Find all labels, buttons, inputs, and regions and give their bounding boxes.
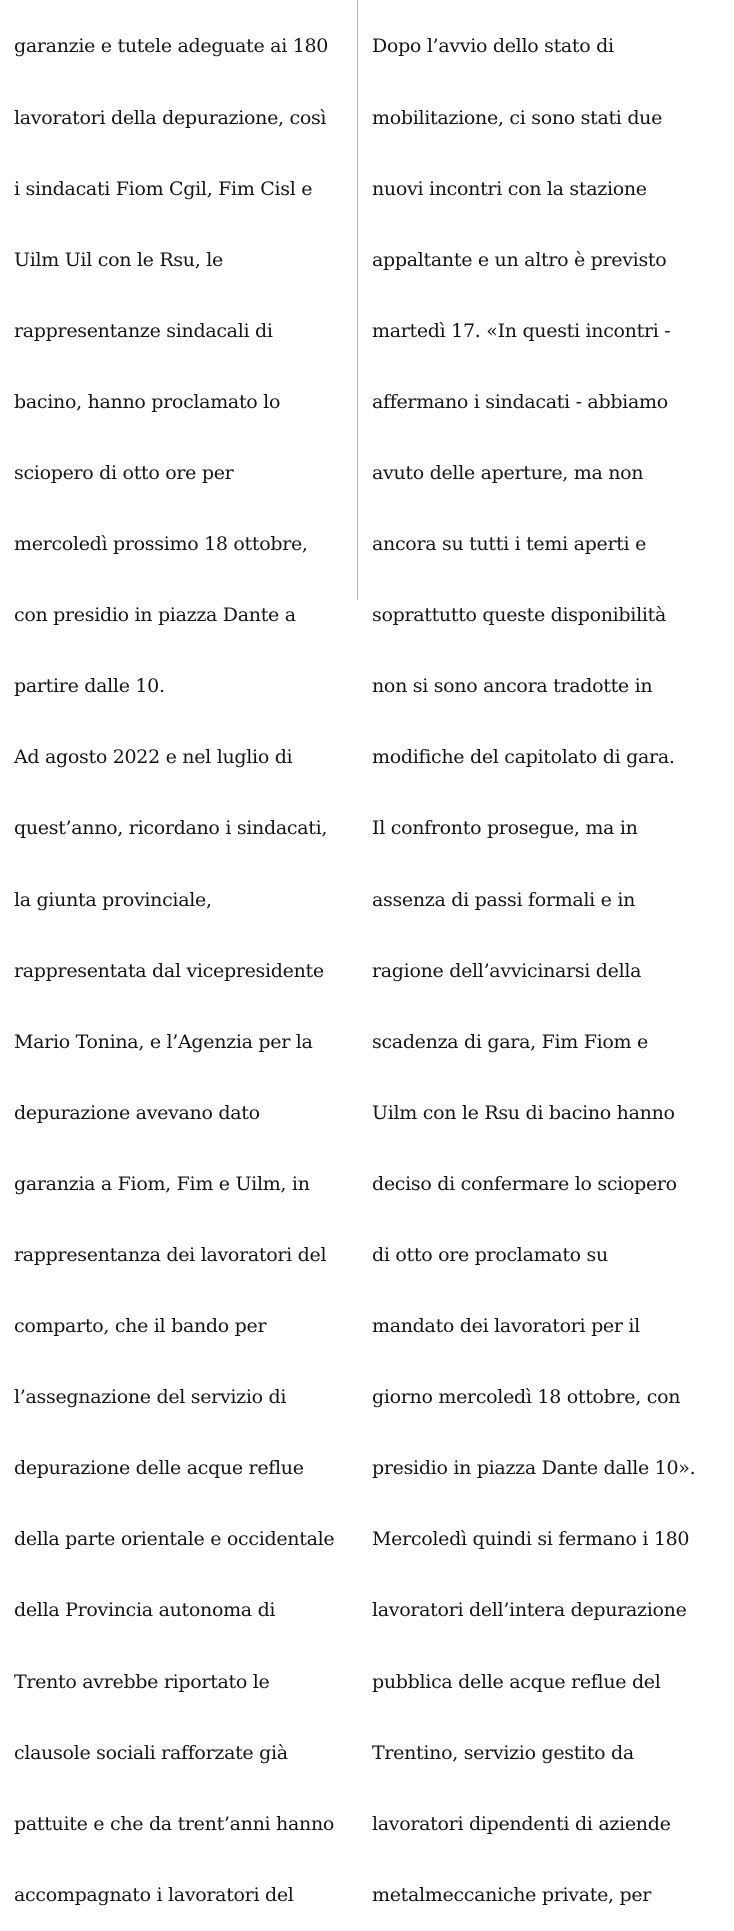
text-line: rappresentanze sindacali di <box>14 319 273 342</box>
text-line: Ad agosto 2022 e nel luglio di <box>14 746 293 769</box>
text-line: Uilm con le Rsu di bacino hanno <box>372 1101 675 1124</box>
text-line: affermano i sindacati - abbiamo <box>372 390 668 413</box>
text-line: mobilitazione, ci sono stati due <box>372 106 663 129</box>
text-line: i sindacati Fiom Cgil, Fim Cisl e <box>14 177 313 200</box>
text-line: accompagnato i lavoratori del <box>14 1883 294 1906</box>
text-line: Uilm Uil con le Rsu, le <box>14 248 223 271</box>
text-line: mercoledì prossimo 18 ottobre, <box>14 533 308 556</box>
text-line: appaltante e un altro è previsto <box>372 248 667 271</box>
text-line: martedì 17. «In questi incontri - <box>372 319 671 342</box>
right-text-column <box>372 0 722 1931</box>
text-line: quest’anno, ricordano i sindacati, <box>14 817 328 840</box>
text-line: sciopero di otto ore per <box>14 461 234 484</box>
text-line: pubblica delle acque reflue del <box>372 1670 661 1693</box>
text-line: Mario Tonina, e l’Agenzia per la <box>14 1030 313 1053</box>
text-line: modifiche del capitolato di gara. <box>372 746 675 769</box>
text-line: l’assegnazione del servizio di <box>14 1386 287 1409</box>
text-line: ancora su tutti i temi aperti e <box>372 533 647 556</box>
text-line: non si sono ancora tradotte in <box>372 675 653 698</box>
text-line: scadenza di gara, Fim Fiom e <box>372 1030 648 1053</box>
text-line: avuto delle aperture, ma non <box>372 461 644 484</box>
text-line: clausole sociali rafforzate già <box>14 1741 288 1764</box>
text-line: comparto, che il bando per <box>14 1315 267 1338</box>
text-line: depurazione delle acque reflue <box>14 1457 304 1480</box>
text-line: nuovi incontri con la stazione <box>372 177 647 200</box>
text-line: Mercoledì quindi si fermano i 180 <box>372 1528 690 1551</box>
text-line: ragione dell’avvicinarsi della <box>372 959 642 982</box>
text-line: Trento avrebbe riportato le <box>14 1670 270 1693</box>
text-line: Il confronto prosegue, ma in <box>372 817 638 840</box>
text-line: deciso di confermare lo sciopero <box>372 1172 677 1195</box>
text-line: lavoratori dipendenti di aziende <box>372 1812 671 1835</box>
text-line: bacino, hanno proclamato lo <box>14 390 281 413</box>
text-line: garanzia a Fiom, Fim e Uilm, in <box>14 1172 310 1195</box>
text-line: giorno mercoledì 18 ottobre, con <box>372 1386 681 1409</box>
text-line: lavoratori della depurazione, così <box>14 106 327 129</box>
text-line: pattuite e che da trent’anni hanno <box>14 1812 335 1835</box>
left-text-column <box>14 0 350 1931</box>
text-line: rappresentanza dei lavoratori del <box>14 1244 327 1266</box>
text-line: partire dalle 10. <box>14 675 165 698</box>
text-line: mandato dei lavoratori per il <box>372 1315 640 1338</box>
text-line: della Provincia autonoma di <box>14 1599 276 1622</box>
text-line: Dopo l’avvio dello stato di <box>372 35 614 58</box>
text-line: rappresentata dal vicepresidente <box>14 959 324 982</box>
text-line: soprattutto queste disponibilità <box>372 604 666 627</box>
text-line: con presidio in piazza Dante a <box>14 604 296 627</box>
text-line: di otto ore proclamato su <box>372 1244 608 1266</box>
text-line: lavoratori dell’intera depurazione <box>372 1599 687 1622</box>
text-line: presidio in piazza Dante dalle 10». <box>372 1457 696 1480</box>
text-line: Trentino, servizio gestito da <box>372 1741 634 1764</box>
text-line: depurazione avevano dato <box>14 1101 260 1124</box>
text-line: la giunta provinciale, <box>14 888 212 911</box>
text-line: della parte orientale e occidentale <box>14 1528 335 1551</box>
column-divider <box>357 0 358 600</box>
text-line: garanzie e tutele adeguate ai 180 <box>14 35 329 58</box>
text-line: assenza di passi formali e in <box>372 888 636 911</box>
text-line: metalmeccaniche private, per <box>372 1883 652 1906</box>
